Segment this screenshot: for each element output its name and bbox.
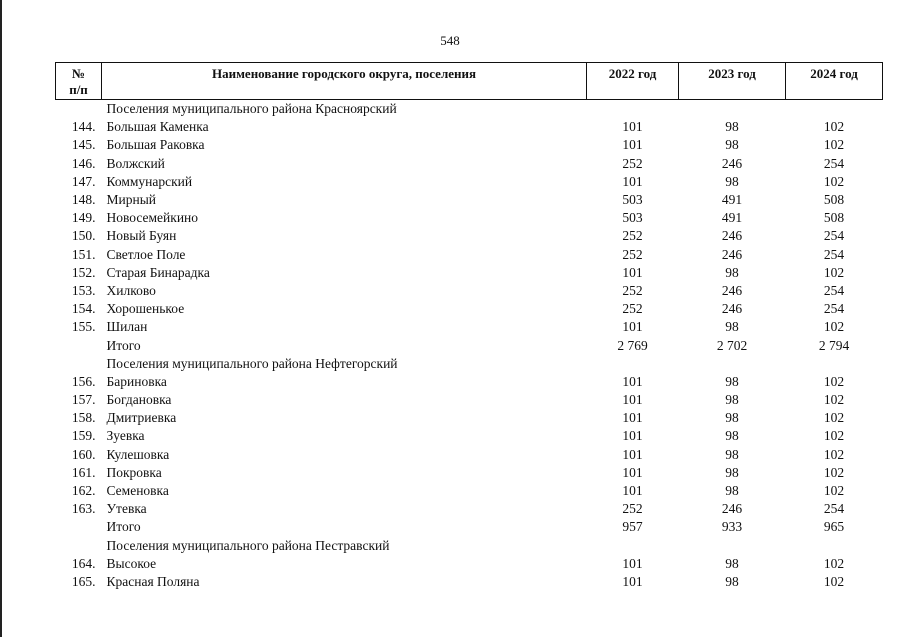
row-number: 150. — [71, 228, 96, 244]
row-number: 161. — [71, 464, 96, 480]
value-2023: 98 — [725, 464, 739, 480]
settlement-name: Новый Буян — [106, 228, 177, 244]
value-2022: 101 — [622, 410, 643, 426]
page-edge-line — [0, 0, 2, 637]
row-number: 154. — [71, 301, 96, 317]
settlement-name: Волжский — [106, 155, 165, 171]
table-row — [56, 246, 883, 264]
value-2022: 101 — [622, 173, 643, 189]
value-2023: 98 — [725, 137, 739, 153]
settlement-name: Утевка — [106, 501, 147, 517]
value-2022: 957 — [622, 519, 643, 535]
row-number: 155. — [71, 319, 96, 335]
group-heading: Поселения муниципального района Красноярский — [106, 101, 397, 117]
value-2022: 101 — [622, 373, 643, 389]
table-body — [56, 100, 883, 592]
value-2023: 98 — [725, 428, 739, 444]
value-2024: 254 — [823, 246, 845, 262]
row-number — [56, 100, 102, 119]
value-2022: 503 — [622, 210, 643, 226]
table-row — [56, 373, 883, 391]
value-2024: 102 — [823, 446, 845, 462]
value-2023: 491 — [721, 210, 743, 226]
table-row — [56, 118, 883, 136]
value-2023: 98 — [725, 573, 739, 589]
row-number: 145. — [71, 137, 96, 153]
value-2022: 252 — [622, 246, 643, 262]
row-number: 157. — [71, 392, 96, 408]
value-2022: 101 — [622, 264, 643, 280]
value-2023: 98 — [725, 373, 739, 389]
value-2022: 101 — [622, 464, 643, 480]
table-header-row — [56, 63, 883, 100]
value-2022: 252 — [622, 282, 643, 298]
value-2023: 98 — [725, 173, 739, 189]
settlement-name: Семеновка — [106, 483, 169, 499]
row-number: 165. — [71, 573, 96, 589]
row-number: 152. — [71, 264, 96, 280]
total-row — [56, 518, 883, 536]
table-row — [56, 173, 883, 191]
table-row — [56, 391, 883, 409]
value-2023: 933 — [721, 519, 743, 535]
row-number: 153. — [71, 282, 96, 298]
table-row — [56, 191, 883, 209]
settlement-name: Хорошенькое — [106, 301, 185, 317]
value-2022: 252 — [622, 228, 643, 244]
row-number: 159. — [71, 428, 96, 444]
value-2024: 508 — [823, 192, 845, 208]
total-label: Итого — [106, 519, 141, 535]
table-row — [56, 282, 883, 300]
value-2022: 101 — [622, 428, 643, 444]
header-year-2023: 2023 год — [679, 63, 786, 100]
settlement-name: Большая Раковка — [106, 137, 205, 153]
settlement-name: Бариновка — [106, 373, 167, 389]
row-number: 160. — [71, 446, 96, 462]
value-2024: 254 — [823, 301, 845, 317]
value-2024: 2 794 — [818, 337, 850, 353]
value-2023: 491 — [721, 192, 743, 208]
value-2024: 965 — [823, 519, 845, 535]
value-2022: 101 — [622, 573, 643, 589]
header-name: Наименование городского округа, поселения — [102, 63, 587, 100]
value-2023: 98 — [725, 264, 739, 280]
settlement-name: Хилково — [106, 282, 156, 298]
value-2024: 102 — [823, 373, 845, 389]
table-row — [56, 573, 883, 591]
row-number: 163. — [71, 501, 96, 517]
group-heading-row — [56, 537, 883, 555]
value-2024: 102 — [823, 428, 845, 444]
value-2024: 102 — [823, 483, 845, 499]
value-2023: 246 — [721, 155, 743, 171]
row-number: 164. — [71, 555, 96, 571]
value-2024: 102 — [823, 555, 845, 571]
value-2022: 503 — [622, 192, 643, 208]
value-2024: 102 — [823, 573, 845, 589]
value-2024: 102 — [823, 464, 845, 480]
value-2022: 101 — [622, 119, 643, 135]
value-2023: 246 — [721, 228, 743, 244]
total-row — [56, 336, 883, 354]
value-2024: 102 — [823, 410, 845, 426]
table-row — [56, 500, 883, 518]
row-number: 158. — [71, 410, 96, 426]
value-2024: 102 — [823, 319, 845, 335]
value-2022: 101 — [622, 319, 643, 335]
value-2024: 102 — [823, 392, 845, 408]
value-2023: 98 — [725, 319, 739, 335]
value-2022: 2 769 — [617, 337, 648, 353]
settlement-name: Мирный — [106, 192, 156, 208]
row-number: 144. — [71, 119, 96, 135]
row-number — [56, 518, 102, 536]
value-2024: 508 — [823, 210, 845, 226]
value-2023: 98 — [725, 119, 739, 135]
value-2023: 246 — [721, 301, 743, 317]
header-number-sign: № — [71, 66, 86, 81]
value-2023: 98 — [725, 446, 739, 462]
row-number: 148. — [71, 192, 96, 208]
settlement-name: Красная Поляна — [106, 573, 200, 589]
table-row — [56, 482, 883, 500]
value-2023: 98 — [725, 555, 739, 571]
value-2023: 246 — [721, 501, 743, 517]
settlement-name: Новосемейкино — [106, 210, 199, 226]
header-year-2024: 2024 год — [786, 63, 883, 100]
table-row — [56, 427, 883, 445]
value-2024: 254 — [823, 282, 845, 298]
value-2023: 98 — [725, 392, 739, 408]
settlement-name: Старая Бинарадка — [106, 264, 210, 280]
value-2022: 101 — [622, 446, 643, 462]
value-2024: 102 — [823, 173, 845, 189]
value-2023: 98 — [725, 410, 739, 426]
settlement-name: Зуевка — [106, 428, 145, 444]
header-year-2022: 2022 год — [587, 63, 679, 100]
value-2024: 254 — [823, 155, 845, 171]
page-number: 548 — [440, 33, 460, 48]
row-number: 151. — [71, 246, 96, 262]
row-number — [56, 336, 102, 354]
value-2022: 101 — [622, 555, 643, 571]
row-number: 147. — [71, 173, 96, 189]
value-2024: 254 — [823, 228, 845, 244]
table-row — [56, 446, 883, 464]
table-row — [56, 155, 883, 173]
row-number — [56, 537, 102, 555]
table-row — [56, 318, 883, 336]
value-2023: 246 — [721, 282, 743, 298]
row-number: 156. — [71, 373, 96, 389]
row-number: 146. — [71, 155, 96, 171]
group-heading-row — [56, 100, 883, 119]
table-row — [56, 555, 883, 573]
value-2022: 101 — [622, 137, 643, 153]
settlement-name: Коммунарский — [106, 173, 193, 189]
row-number: 149. — [71, 210, 96, 226]
header-number-abbr: п/п — [69, 82, 88, 97]
table-row — [56, 209, 883, 227]
row-number: 162. — [71, 483, 96, 499]
value-2024: 102 — [823, 264, 845, 280]
settlement-name: Покровка — [106, 464, 162, 480]
value-2022: 252 — [622, 301, 643, 317]
table-row — [56, 409, 883, 427]
group-heading-row — [56, 355, 883, 373]
value-2024: 102 — [823, 119, 845, 135]
table-row — [56, 464, 883, 482]
settlement-name: Светлое Поле — [106, 246, 186, 262]
settlement-name: Шилан — [106, 319, 148, 335]
value-2022: 252 — [622, 501, 643, 517]
table-row — [56, 300, 883, 318]
settlement-name: Богдановка — [106, 392, 172, 408]
row-number — [56, 355, 102, 373]
value-2023: 98 — [725, 483, 739, 499]
group-heading: Поселения муниципального района Нефтегорский — [106, 355, 398, 371]
value-2022: 252 — [622, 155, 643, 171]
value-2022: 101 — [622, 392, 643, 408]
value-2023: 246 — [721, 246, 743, 262]
settlement-name: Высокое — [106, 555, 157, 571]
value-2024: 102 — [823, 137, 845, 153]
settlement-name: Дмитриевка — [106, 410, 177, 426]
value-2022: 101 — [622, 483, 643, 499]
header-number — [56, 63, 102, 100]
table-row — [56, 136, 883, 154]
group-heading: Поселения муниципального района Пестравский — [106, 537, 390, 553]
settlement-name: Большая Каменка — [106, 119, 209, 135]
value-2024: 254 — [823, 501, 845, 517]
total-label: Итого — [106, 337, 141, 353]
settlements-table — [55, 62, 883, 591]
settlement-name: Кулешовка — [106, 446, 170, 462]
value-2023: 2 702 — [716, 337, 748, 353]
table-row — [56, 227, 883, 245]
table-row — [56, 264, 883, 282]
